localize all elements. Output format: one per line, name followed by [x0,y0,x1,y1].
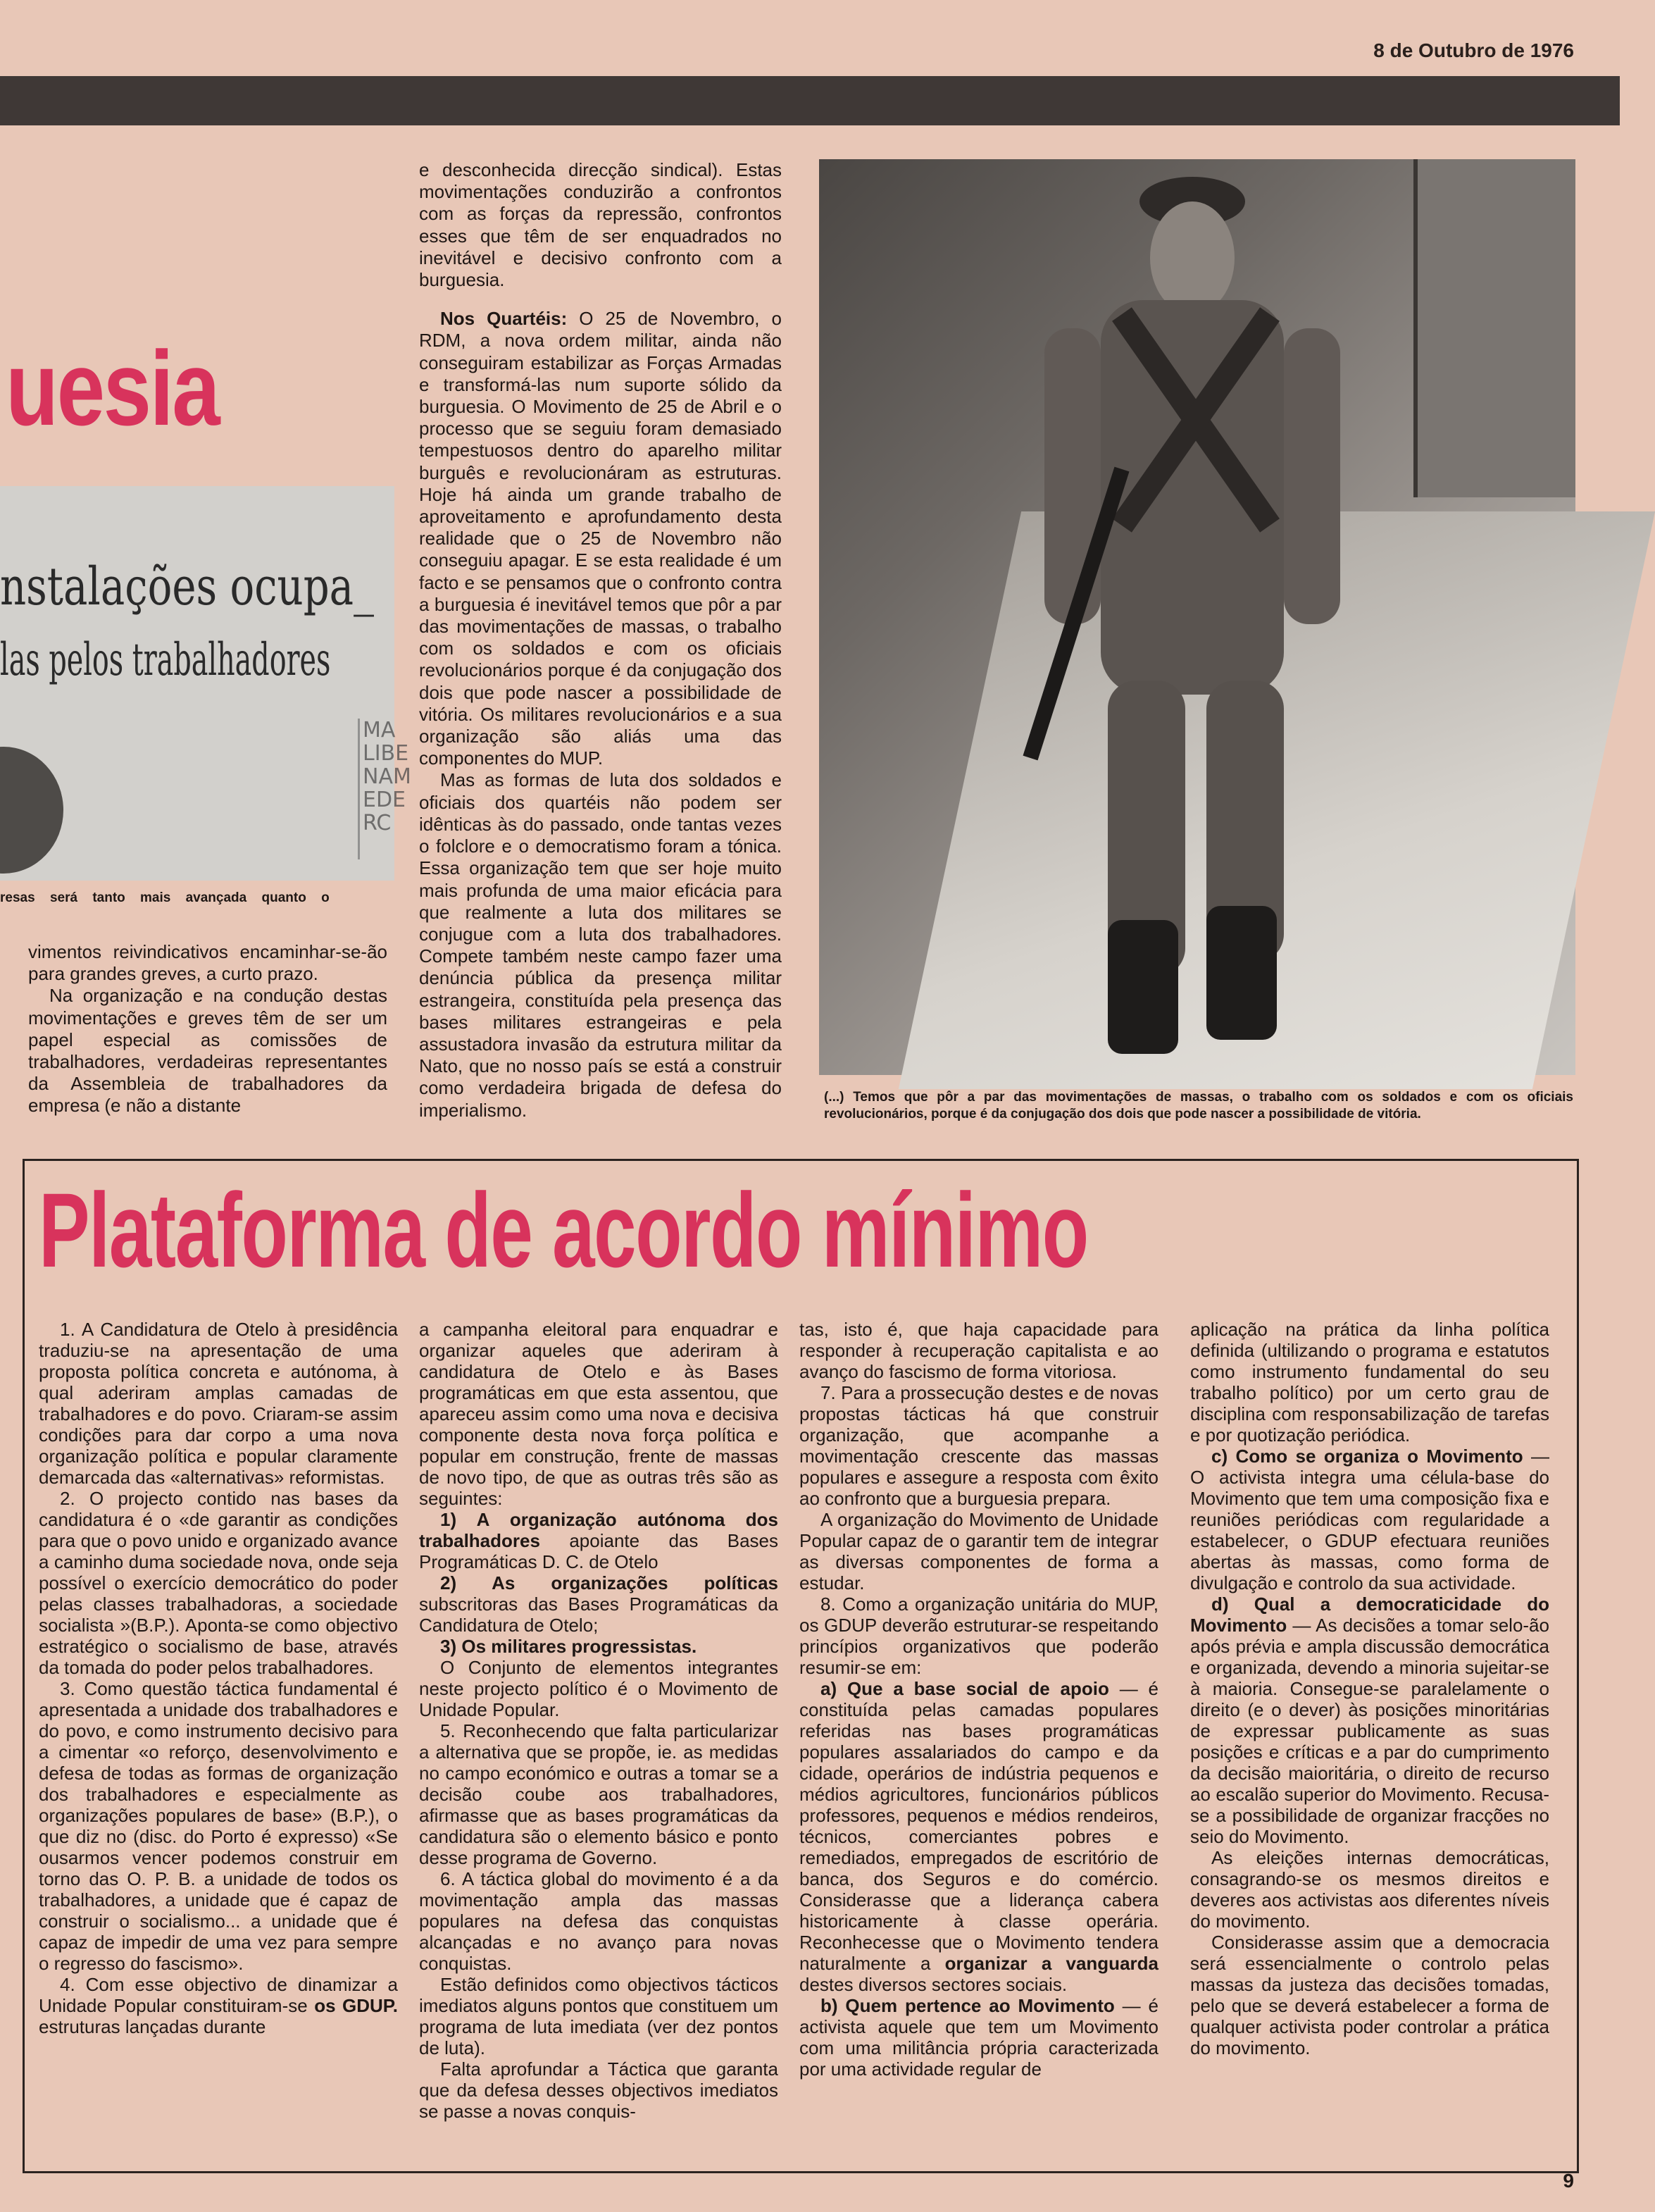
boxed-article-headline: Plataforma de acordo mínimo [39,1171,1088,1289]
header-bar [0,76,1620,125]
emphasis: organizar a vanguarda [944,1953,1158,1974]
paragraph [419,1636,778,1657]
photo-soldier [819,159,1575,1075]
paragraph: 3. Como questão táctica fundamental é apresentada a unidade dos trabalhadores e do povo, e como instrumento decisivo para a cimentar «o reforço, desenvolvimento e defesa de todas as formas de organização dos trabalhadores e especialmente as organizações populares de base» (B.P.), o que diz no (disc. do Porto é expresso) «Se ousarmos vencer podemos construir em torno das O. P. B. a unidade de todos os trabalhadores, a unidade que é capaz de construir o socialismo... a unidade que é capaz de impedir de uma vez para sempre o regresso do fascismo». [39,1678,398,1974]
paragraph: aplicação na prática da linha política definida (ultilizando o programa e estatutos como instrumento fundamental do seu trabalho político) por um certo grau de disciplina com responsabilização de tarefas e por quotização periódica. [1190,1319,1549,1446]
paragraph: Considerasse assim que a democracia será essencialmente o controlo pelas massas da justeza das decisões tomadas, pelo que se deverá estabelecer a forma de qualquer activista poder controlar a prática do movimento. [1190,1932,1549,2058]
paragraph: vimentos reivindicativos encaminhar-se-ão para grandes greves, a curto prazo. [28,941,387,985]
paragraph: O Conjunto de elementos integrantes neste projecto político é o Movimento de Unidade Popular. [419,1657,778,1720]
boxed-article-column-4 [1190,1319,1549,2058]
top-headline-fragment: uesia [6,329,219,447]
paragraph-text: — é constituída pelas camadas populares referidas nas bases programáticas populares assalariados do campo e da cidade, operários de indústria pequenos e médios agricultores, funcionários públicos professores, pequenos e médios rendeiros, técnicos, comerciantes pobres e remediados, empregados de escritório de banca, dos Seguros e do comércio. Considerasse que a liderança cabera historicamente à classe operária. Reconhecesse que o Movimento tendera naturalmente a [799,1678,1158,1974]
paragraph-text: destes diversos sectores sociais. [799,1974,1068,1995]
photo-wall-text-line1: nstalações ocupa_ [0,557,374,617]
photo-building [1413,159,1575,497]
paragraph: 1. A Candidatura de Otelo à presidência traduziu-se na apresentação de uma proposta política concreta e autónoma, à qual aderiram amplas camadas de trabalhadores e do povo. Criaram-se assim condições para dar corpo a uma nova organização política e popular claramente demarcada das «alternativas» reformistas. [39,1319,398,1488]
paragraph-text: subscritoras das Bases Programáticas da Candidatura de Otelo; [419,1593,778,1636]
photo-occupied-building [0,486,411,881]
paragraph-text: — O activista integra uma célula-base do Movimento que tem uma composição fixa e reuniões periódicas com regularidade a estabelecer, o GDUP efectuara reuniões abertas às massas, como forma de divulgação e controlo da sua actividade. [1190,1446,1549,1593]
emphasis: 1) A organização autónoma dos trabalhadores [419,1509,778,1551]
paragraph: a campanha eleitoral para enquadrar e organizar aqueles que aderiram à candidatura de Otelo e às Bases programáticas em que esta assentou, que apareceu assim como uma nova e decisiva componente desta nova força política e popular em construção, frente de massas de novo tipo, de que as outras três são as seguintes: [419,1319,778,1509]
top-article-middle-column [419,159,782,1121]
top-article-left-column [28,941,387,1117]
emphasis: 2) As organizações políticas [440,1572,778,1593]
paragraph [799,1995,1158,2080]
paragraph [1190,1593,1549,1847]
paragraph-text: — As decisões a tomar selo-ão após prévia e ampla discussão democrática e organizada, devendo a minoria sujeitar-se à maioria. Consegue-se paralelamente o direito (e o dever) às posições minoritárias de expressar publicamente as suas posições e críticas e a par do cumprimento da decisão maioritária, o direito de recurso ao escalão superior do Movimento. Recusa-se a possibilidade de organizar fracções no seio do Movimento. [1190,1615,1549,1847]
photo-dark-shape [0,747,63,874]
paragraph: e desconhecida direcção sindical). Estas movimentações conduzirão a confrontos com as forças da repressão, confrontos esses que têm de ser enquadrados no inevitável e decisivo confronto com a burguesia. [419,159,782,291]
emphasis: b) Quem pertence ao Movimento [820,1995,1115,2016]
paragraph: 5. Reconhecendo que falta particularizar a alternativa que se propõe, ie. as medidas no campo económico e outras a tomar se a decisão coube aos trabalhadores, afirmasse que as bases programáticas da candidatura são o elemento básico e ponto desse programa de Governo. [419,1720,778,1868]
paragraph [1190,1446,1549,1593]
photo-small-caption: resas será tanto mais avançada quanto o [0,890,330,905]
boxed-article-column-2 [419,1319,778,2122]
paragraph: Falta aprofundar a Táctica que garanta que da defesa desses objectivos imediatos se passe a novas conquis- [419,2058,778,2122]
paragraph-text: — é activista aquele que tem um Movimento com uma militância própria caracterizada por uma actividade regular de [799,1995,1158,2080]
emphasis: a) Que a base social de apoio [820,1678,1109,1699]
paragraph: A organização do Movimento de Unidade Popular capaz de o garantir tem de integrar as diversas componentes de forma a estudar. [799,1509,1158,1593]
boxed-article-column-3 [799,1319,1158,2080]
paragraph: Na organização e na condução destas movimentações e greves têm de ser um papel especial as comissões de trabalhadores, verdadeiras representantes da Assembleia de trabalhadores da empresa (e não a distante [28,985,387,1117]
emphasis: d) Qual a democraticidade do Movimento [1190,1593,1549,1636]
paragraph: 6. A táctica global do movimento é a da movimentação ampla das massas populares na defesa das conquistas alcançadas e no avanço para novas conquistas. [419,1868,778,1974]
issue-date: 8 de Outubro de 1976 [1373,39,1574,61]
paragraph: 8. Como a organização unitária do MUP, os GDUP deverão estruturar-se respeitando princípios organizativos que poderão resumir-se em: [799,1593,1158,1678]
paragraph [39,1974,398,2037]
paragraph: Mas as formas de luta dos soldados e oficiais dos quartéis não podem ser idênticas às do passado, onde tantas vezes o folclore e o democratismo foram a tónica. Essa organização tem que ser hoje muito mais profunda de uma maior eficácia para que realmente a luta dos militares se conjugue com a luta dos trabalhadores. Compete também neste campo fazer uma denúncia pública da presença militar estrangeira, constituída pela presença das bases militares estrangeiras e pela assustadora invasão da estrutura militar da Nato, que no nosso país se está a construir como verdadeira brigada de defesa do imperialismo. [419,769,782,1121]
photo-wall-text-line2: las pelos trabalhadores [0,634,331,686]
paragraph [799,1678,1158,1995]
paragraph-text: O 25 de Novembro, o RDM, a nova ordem militar, ainda não conseguiram estabilizar as Forças Armadas e transformá-las num suporte sólido da burguesia. O Movimento de 25 de Abril e o processo que se seguiu foram demasiado tempestuosos dentro do aparelho militar burguês e revolucionáram as estruturas. Hoje há ainda um grande trabalho de aproveitamento e aprofundamento desta realidade que o 25 de Novembro não conseguiu apagar. E se esta realidade é um facto e se pensamos que o confronto contra a burguesia é inevitável temos que pôr a par das movimentações de massas, o trabalho com os soldados e com os oficiais revolucionários porque é da conjugação dos dois que pode nascer a possibilidade de vitória. Os militares revolucionários e a sua organização são aliás uma das componentes do MUP. [419,308,782,769]
photo-soldier-caption: (...) Temos que pôr a par das movimentações de massas, o trabalho com os soldados e com os oficiais revolucionários, porque é da conjugação dos dois que pode nascer a possibilidade de vitória. [824,1090,1573,1121]
boxed-article-column-1 [39,1319,398,2037]
page-number: 9 [1563,2170,1574,2192]
paragraph [419,1509,778,1572]
paragraph: 7. Para a prossecução destes e de novas propostas tácticas há que construir organização, que acompanhe a movimentação crescente das massas populares e assegure a resposta com êxito ao confronto que a burguesia prepara. [799,1382,1158,1509]
paragraph: tas, isto é, que haja capacidade para responder à recuperação capitalista e ao avanço do fascismo de forma vitoriosa. [799,1319,1158,1382]
emphasis: 3) Os militares progressistas. [440,1636,697,1657]
paragraph-text: 4. Com esse objectivo de dinamizar a Unidade Popular constituiram-se [39,1974,398,2016]
paragraph: As eleições internas democráticas, consagrando-se os mesmos direitos e deveres aos activistas aos diferentes níveis do movimento. [1190,1847,1549,1932]
paragraph [419,1572,778,1636]
paragraph-text: estruturas lançadas durante [39,2016,266,2037]
photo-poster: MA LIBE NAM EDE RC [358,719,394,859]
paragraph: 2. O projecto contido nas bases da candidatura é o «de garantir as condições para que o povo unido e organizado avance a caminho duma sociedade nova, onde seja possível o exercício democrático do poder pelas classes trabalhadoras, a sociedade socialista »(B.P.). Aponta-se como objectivo estratégico o socialismo de base, através da tomada do poder pelos trabalhadores. [39,1488,398,1678]
subheading-nos-quarteis: Nos Quartéis: [440,308,568,330]
paragraph: Estão definidos como objectivos tácticos imediatos alguns pontos que constituem um programa de luta imediata (ver dez pontos de luta). [419,1974,778,2058]
paragraph-text: apoiante das Bases Programáticas D. C. de Otelo [419,1530,778,1572]
paragraph [419,308,782,769]
emphasis: c) Como se organiza o Movimento [1211,1446,1523,1467]
emphasis-gdup: os GDUP. [314,1995,398,2016]
soldier-figure [1002,159,1368,1075]
